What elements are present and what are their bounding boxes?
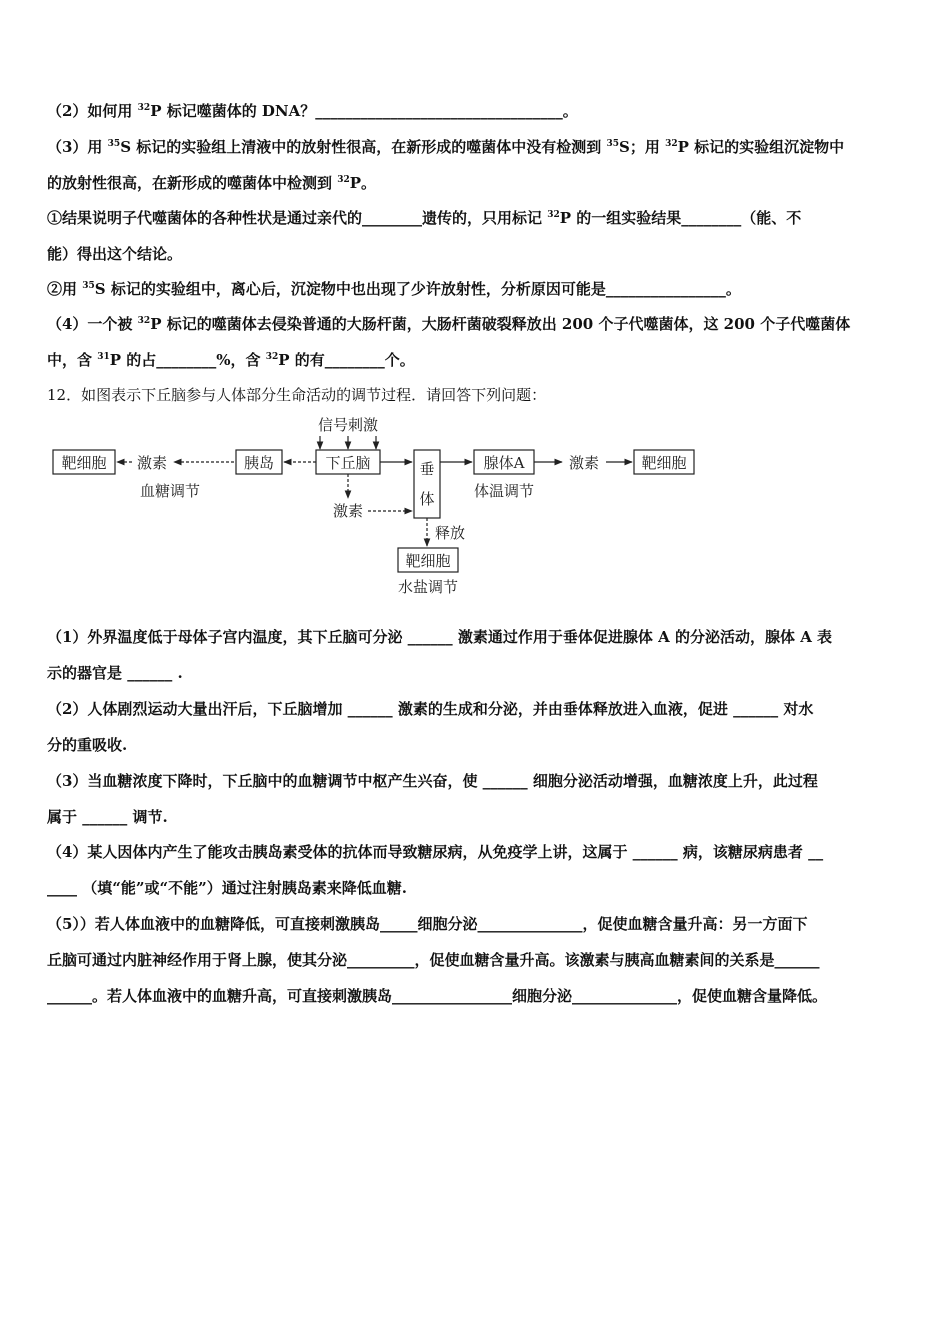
q12-part2-line-a: （2）人体剧烈运动大量出汗后，下丘脑增加 ______ 激素的生成和分泌，并由垂体释放进入血液，促进 ______ 对水	[47, 700, 814, 718]
temperature-regulation-label: 体温调节	[473, 482, 535, 500]
text: P。	[349, 174, 377, 192]
pituitary-label-1: 垂	[419, 460, 435, 478]
superscript: 32	[265, 352, 279, 362]
target-cell-right-label: 靶细胞	[641, 454, 687, 472]
hormone-down-label: 激素	[332, 502, 364, 520]
text: P 的占________%，含	[109, 351, 266, 369]
signal-label: 信号刺激	[317, 416, 379, 434]
q11-part4-line-a	[47, 314, 850, 334]
q11-part2-line	[47, 101, 578, 121]
q12-part1-line-b: 示的器官是 ______ .	[47, 664, 183, 682]
superscript: 32	[665, 139, 678, 149]
q11-part3-line-e	[47, 279, 741, 299]
text: （4）一个被	[47, 315, 138, 333]
superscript: 35	[107, 139, 121, 149]
q11-part3-line-a	[47, 137, 844, 157]
answer-blank: _________________________________	[315, 102, 563, 120]
superscript: 35	[82, 281, 95, 291]
pituitary-label-2: 体	[419, 490, 435, 508]
q11-part4-line-b	[47, 350, 415, 370]
hormone-left-label: 激素	[136, 454, 168, 472]
text: P 的有________个。	[278, 351, 415, 369]
q12-part3-line-a: （3）当血糖浓度下降时，下丘脑中的血糖调节中枢产生兴奋，使 ______ 细胞分泌活动增强，血糖浓度上升，此过程	[47, 772, 818, 790]
superscript: 31	[97, 352, 110, 362]
regulation-diagram	[48, 412, 708, 607]
q12-part5-line-c: ______。若人体血液中的血糖升高，可直接刺激胰岛________________细胞分泌______________，促使血糖含量降低。	[47, 987, 828, 1005]
text: P 标记的噬菌体去侵染普通的大肠杆菌，大肠杆菌破裂释放出 200 个子代噬菌体，这 200 个子代噬菌体	[150, 315, 851, 333]
q12-part5-line-a: （5））若人体血液中的血糖降低，可直接刺激胰岛_____细胞分泌______________，促使血糖含量升高：另一方面下	[47, 915, 808, 933]
text: P 标记的实验组沉淀物中	[677, 138, 845, 156]
text: P 的一组实验结果________（能、不	[559, 209, 802, 227]
superscript: 32	[547, 210, 560, 220]
text: 的放射性很高，在新形成的噬菌体中检测到	[47, 174, 338, 192]
islet-label: 胰岛	[243, 454, 275, 472]
q11-part3-line-c	[47, 208, 801, 228]
water-salt-regulation-label: 水盐调节	[397, 578, 459, 596]
q12-part3-line-b: 属于 ______ 调节.	[47, 808, 168, 826]
target-cell-left-label: 靶细胞	[61, 454, 107, 472]
target-cell-bottom-label: 靶细胞	[405, 552, 451, 570]
q12-part1-line-a: （1）外界温度低于母体子宫内温度，其下丘脑可分泌 ______ 激素通过作用于垂体促进腺体 A 的分泌活动，腺体 A 表	[47, 628, 833, 646]
superscript: 35	[606, 139, 620, 149]
text: 中，含	[47, 351, 98, 369]
gland-a-label: 腺体A	[483, 454, 525, 472]
superscript: 32	[137, 103, 151, 113]
superscript: 32	[337, 175, 350, 185]
text: ①结果说明子代噬菌体的各种性状是通过亲代的________遗传的，只用标记	[47, 209, 548, 227]
q11-part3-line-d: 能）得出这个结论。	[47, 245, 183, 263]
text: （2）如何用	[47, 102, 138, 120]
q12-part5-line-b: 丘脑可通过内脏神经作用于肾上腺，使其分泌_________，促使血糖含量升高。该激素与胰高血糖素间的关系是______	[47, 951, 820, 969]
text: P 标记噬菌体的 DNA？	[150, 102, 316, 120]
q11-part3-line-b	[47, 173, 376, 193]
text: ②用	[47, 280, 83, 298]
text: 。	[562, 102, 578, 120]
text: S 标记的实验组中，离心后，沉淀物中也出现了少许放射性，分析原因可能是________________。	[94, 280, 741, 298]
hormone-right-label: 激素	[568, 454, 600, 472]
q12-part2-line-b: 分的重吸收.	[47, 736, 128, 754]
q12-part4-line-a: （4）某人因体内产生了能攻击胰岛素受体的抗体而导致糖尿病，从免疫学上讲，这属于 ______ 病，该糖尿病患者 __	[47, 843, 824, 861]
release-label: 释放	[434, 524, 466, 542]
q12-title: 12．如图表示下丘脑参与人体部分生命活动的调节过程．请回答下列问题：	[47, 386, 547, 404]
text: S 标记的实验组上清液中的放射性很高，在新形成的噬菌体中没有检测到	[120, 138, 607, 156]
text: （3）用	[47, 138, 108, 156]
hypothalamus-label: 下丘脑	[325, 454, 371, 472]
blood-sugar-regulation-label: 血糖调节	[139, 482, 201, 500]
superscript: 32	[137, 316, 151, 326]
text: S；用	[619, 138, 666, 156]
q12-part4-line-b: ____ （填“能”或“不能”）通过注射胰岛素来降低血糖.	[47, 879, 407, 897]
